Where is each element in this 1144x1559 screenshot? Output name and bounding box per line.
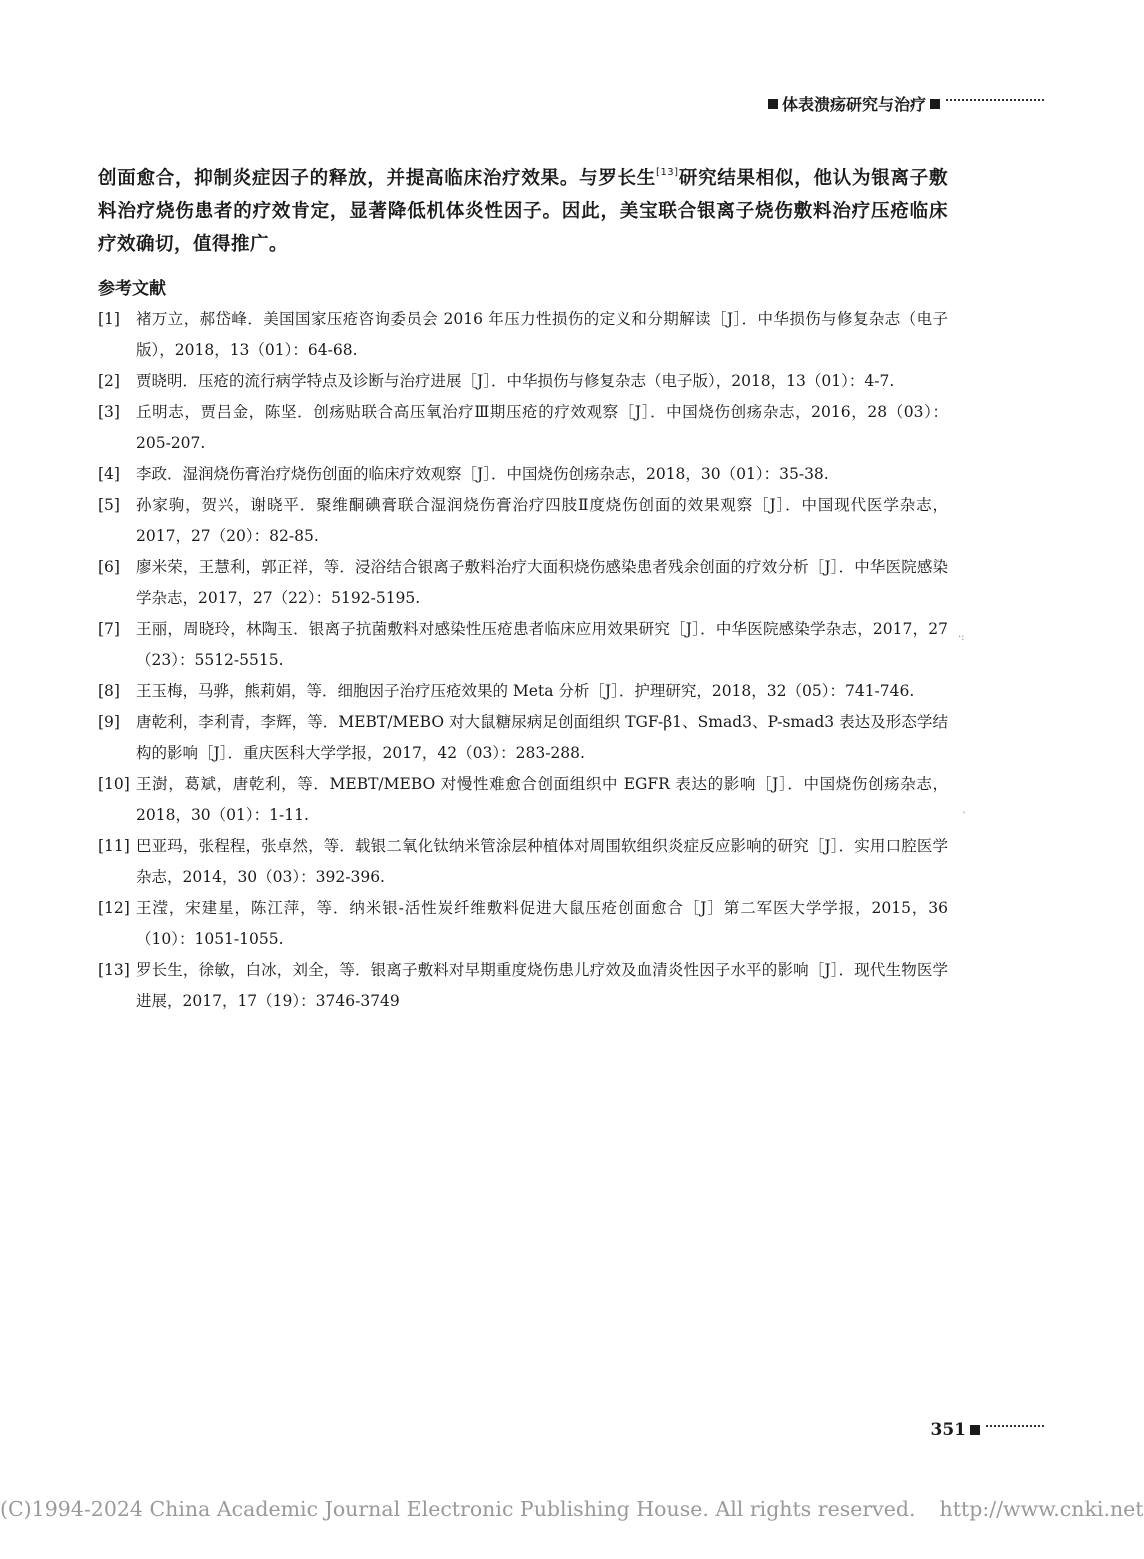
reference-text: 罗长生，徐敏，白冰，刘全，等．银离子敷料对早期重度烧伤患儿疗效及血清炎性因子水平的影响［J］．现代生物医学进展，2017，17（19）：3746-3749 [136, 961, 948, 1010]
reference-item [98, 893, 948, 955]
reference-item [98, 955, 948, 1017]
body-paragraph [98, 162, 948, 261]
reference-item [98, 707, 948, 769]
reference-item [98, 366, 948, 397]
scan-speck: ·: [958, 632, 965, 643]
reference-number: [3] [98, 403, 120, 421]
square-bullet-icon [768, 99, 778, 109]
reference-text: 孙家驹，贺兴，谢晓平．聚维酮碘膏联合湿润烧伤膏治疗四肢Ⅱ度烧伤创面的效果观察［J］．中国现代医学杂志，2017，27（20）：82-85. [136, 496, 948, 545]
reference-number: [8] [98, 682, 120, 700]
citation-marker[interactable]: [13] [656, 167, 679, 178]
square-bullet-icon [970, 1425, 980, 1435]
reference-number: [5] [98, 496, 120, 514]
reference-text: 唐乾利，李利青，李辉，等．MEBT/MEBO 对大鼠糖尿病足创面组织 TGF-β1、Smad3、P-smad3 表达及形态学结构的影响［J］．重庆医科大学学报，2017，42（03）：283-288. [136, 713, 948, 762]
page-number: 351 [930, 1420, 966, 1440]
reference-number: [2] [98, 372, 120, 390]
reference-number: [12] [98, 899, 130, 917]
reference-number: [9] [98, 713, 120, 731]
body-text-part2: 研究结果相似，他认为银离子敷料治疗烧伤患者的疗效肯定，显著降低机体炎性因子。因此，美宝联合银离子烧伤敷料治疗压疮临床疗效确切，值得推广。 [98, 168, 948, 255]
running-header [768, 92, 1044, 115]
reference-number: [7] [98, 620, 120, 638]
reference-text: 褚万立，郝岱峰．美国国家压疮咨询委员会 2016 年压力性损伤的定义和分期解读［J］．中华损伤与修复杂志（电子版），2018，13（01）：64-68. [136, 310, 948, 359]
source-url[interactable]: http://www.cnki.net [939, 1497, 1144, 1521]
section-title: 体表溃疡研究与治疗 [781, 95, 926, 114]
reference-text: 王澍，葛斌，唐乾利，等．MEBT/MEBO 对慢性难愈合创面组织中 EGFR 表达的影响［J］．中国烧伤创疡杂志，2018，30（01）：1-11. [136, 775, 948, 824]
square-bullet-icon [930, 99, 940, 109]
reference-text: 王丽，周晓玲，林陶玉．银离子抗菌敷料对感染性压疮患者临床应用效果研究［J］．中华医院感染学杂志，2017，27（23）：5512-5515. [136, 620, 948, 669]
reference-item [98, 831, 948, 893]
reference-text: 巴亚玛，张程程，张卓然，等．载银二氧化钛纳米管涂层种植体对周围软组织炎症反应影响的研究［J］．实用口腔医学杂志，2014，30（03）：392-396. [136, 837, 948, 886]
reference-text: 王玉梅，马骅，熊莉娟，等．细胞因子治疗压疮效果的 Meta 分析［J］．护理研究，2018，32（05）：741-746. [136, 682, 915, 700]
dotted-leader [946, 99, 1044, 101]
page-number-footer [931, 1420, 1045, 1440]
reference-number: [4] [98, 465, 120, 483]
reference-item [98, 676, 948, 707]
reference-item [98, 304, 948, 366]
reference-text: 王滢，宋建星，陈江萍，等．纳米银-活性炭纤维敷料促进大鼠压疮创面愈合［J］第二军医大学学报，2015，36（10）：1051-1055. [136, 899, 948, 948]
reference-text: 李政．湿润烧伤膏治疗烧伤创面的临床疗效观察［J］．中国烧伤创疡杂志，2018，30（01）：35-38. [136, 465, 829, 483]
copyright-text: (C)1994-2024 China Academic Journal Electronic Publishing House. All rights reserved. [0, 1497, 916, 1521]
reference-text: 廖米荣，王慧利，郭正祥，等．浸浴结合银离子敷料治疗大面积烧伤感染患者残余创面的疗效分析［J］．中华医院感染学杂志，2017，27（22）：5192-5195. [136, 558, 948, 607]
reference-item [98, 552, 948, 614]
reference-text: 贾晓明．压疮的流行病学特点及诊断与治疗进展［J］．中华损伤与修复杂志（电子版），2018，13（01）：4-7. [136, 372, 895, 390]
body-text-part1: 创面愈合，抑制炎症因子的释放，并提高临床治疗效果。与罗长生 [98, 168, 657, 189]
reference-item [98, 614, 948, 676]
references-heading: 参考文献 [98, 279, 166, 299]
reference-number: [6] [98, 558, 120, 576]
copyright-line [0, 1497, 1144, 1521]
reference-number: [1] [98, 310, 120, 328]
reference-item [98, 397, 948, 459]
dotted-leader [986, 1425, 1044, 1427]
reference-number: [11] [98, 837, 130, 855]
scan-speck: ` [962, 812, 967, 823]
reference-item [98, 459, 948, 490]
reference-item [98, 769, 948, 831]
reference-number: [10] [98, 775, 130, 793]
reference-list [98, 304, 948, 1017]
reference-text: 丘明志，贾吕金，陈坚．创疡贴联合高压氧治疗Ⅲ期压疮的疗效观察［J］．中国烧伤创疡杂志，2016，28（03）：205-207. [136, 403, 948, 452]
reference-item [98, 490, 948, 552]
reference-number: [13] [98, 961, 130, 979]
